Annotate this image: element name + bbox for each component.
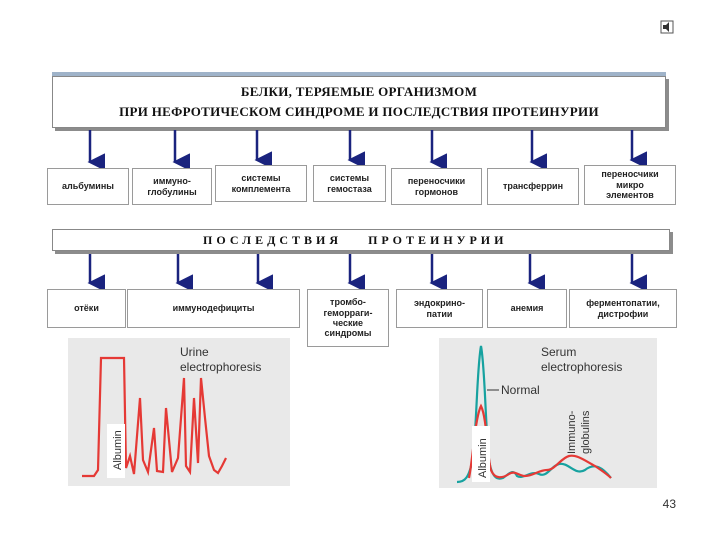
protein-box-albumins bbox=[47, 168, 129, 205]
consequence-label: эндокрино- патии bbox=[413, 298, 466, 319]
serum-immuno-label-1: Immuno- bbox=[566, 410, 578, 454]
protein-box-transferrin bbox=[487, 168, 579, 205]
consequence-box-anemia bbox=[487, 289, 567, 328]
urine-title-line-1: Urine bbox=[180, 345, 209, 359]
page-number: 43 bbox=[662, 497, 676, 511]
protein-box-hormones bbox=[391, 168, 482, 205]
title-line-2: ПРИ НЕФРОТИЧЕСКОМ СИНДРОМЕ И ПОСЛЕДСТВИЯ ПРОТЕИНУРИИ bbox=[119, 104, 599, 119]
serum-electrophoresis-image bbox=[439, 338, 657, 488]
protein-label: переносчики гормонов bbox=[407, 176, 466, 197]
consequence-label: отёки bbox=[74, 303, 99, 314]
urine-electrophoresis-image bbox=[68, 338, 290, 486]
protein-label: системы комплемента bbox=[231, 173, 291, 194]
serum-immuno-label-2: globulins bbox=[580, 410, 592, 454]
protein-label: трансферрин bbox=[502, 181, 564, 192]
serum-normal-label: Normal bbox=[501, 383, 540, 397]
serum-title-line-2: electrophoresis bbox=[541, 360, 623, 374]
title-line-1: БЕЛКИ, ТЕРЯЕМЫЕ ОРГАНИЗМОМ bbox=[240, 84, 478, 99]
protein-box-hemostasis bbox=[313, 165, 386, 202]
protein-label: переносчики микро элементов bbox=[601, 169, 659, 201]
urine-title-line-2: electrophoresis bbox=[180, 360, 262, 374]
consequences-banner bbox=[52, 229, 670, 251]
consequence-label: тромбо- геморраги- ческие синдромы bbox=[323, 297, 373, 339]
consequence-box-immunodeficiency bbox=[127, 289, 300, 328]
consequence-box-endocrinopathy bbox=[396, 289, 483, 328]
consequence-box-thrombohemorrhagic bbox=[307, 289, 389, 347]
protein-label: иммуно- глобулины bbox=[147, 176, 197, 197]
consequence-box-fermentopathy bbox=[569, 289, 677, 328]
banner-word-1: ПОСЛЕДСТВИЯ bbox=[203, 232, 343, 247]
serum-title-line-1: Serum bbox=[541, 345, 577, 359]
serum-albumin-label: Albumin bbox=[477, 438, 489, 478]
protein-box-immunoglobulins bbox=[132, 168, 212, 205]
banner-word-2: ПРОТЕИНУРИИ bbox=[368, 232, 508, 247]
protein-box-complement bbox=[215, 165, 307, 202]
urine-albumin-label: Albumin bbox=[112, 430, 124, 470]
consequence-box-edema bbox=[47, 289, 126, 328]
protein-box-microelements bbox=[584, 165, 676, 205]
protein-label: альбумины bbox=[62, 181, 114, 192]
consequence-label: ферментопатии, дистрофии bbox=[586, 298, 660, 319]
consequence-label: иммунодефициты bbox=[172, 303, 255, 314]
consequence-label: анемия bbox=[510, 303, 544, 314]
protein-label: системы гемостаза bbox=[327, 173, 372, 194]
